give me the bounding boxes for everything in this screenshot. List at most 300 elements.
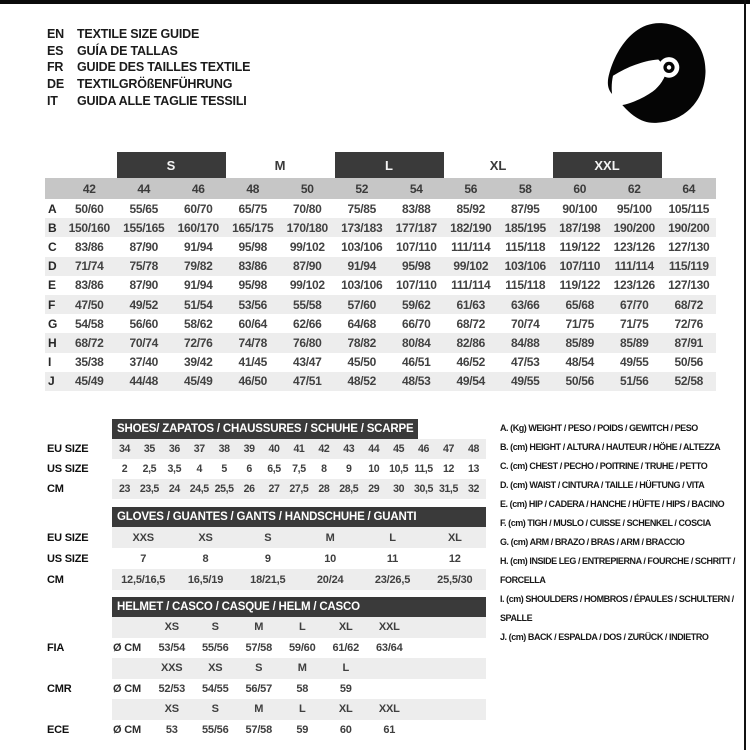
value-5: 12: [448, 552, 461, 565]
language-code: IT: [47, 93, 58, 108]
top-border-line: [0, 0, 750, 4]
cell-G-60: 71/75: [565, 316, 595, 331]
cell-H-50: 76/80: [280, 333, 335, 352]
filler: [411, 658, 486, 679]
size-group-XXL: XXL: [553, 152, 662, 178]
cell-J-46: 45/49: [171, 372, 226, 391]
cell-I-64: 50/56: [674, 355, 704, 370]
size-header-XXL: XXL: [368, 617, 412, 638]
cell-D-62: 111/114: [607, 257, 662, 276]
title-row-es: [47, 43, 250, 60]
legend-item-g: G. (cm) ARM / BRAZO / BRAS / ARM / BRACCIO: [500, 537, 685, 547]
cell-A-50: 70/80: [293, 201, 322, 216]
value-2: 57/58: [245, 723, 273, 736]
cell-F-46: 51/54: [171, 295, 226, 314]
cell-E-52: 103/106: [341, 278, 383, 293]
value-2: 18/21,5: [237, 569, 299, 590]
cell-F-64: 68/72: [662, 295, 717, 314]
cell-A-44: 55/65: [129, 201, 159, 216]
standard-label-cmr: CMR: [47, 682, 72, 695]
cell-J-42: 45/49: [62, 372, 117, 391]
cell-A-64: 105/115: [668, 201, 710, 216]
value-5: 61: [383, 723, 396, 736]
value-5: [368, 679, 412, 700]
gloves-section-title: GLOVES / GUANTES / GANTS / HANDSCHUHE / GUANTI: [112, 507, 486, 527]
filler: [411, 638, 486, 659]
cell-F-58: 63/66: [498, 295, 553, 314]
cell-B-60: 187/198: [553, 218, 608, 237]
filler: [411, 617, 486, 638]
cell-E-64: 127/130: [668, 278, 710, 293]
cell-B-48: 165/175: [226, 218, 281, 237]
gloves-row-cm: [45, 569, 486, 590]
cell-D-60: 107/110: [553, 257, 608, 276]
unit-label: Ø CM: [113, 682, 141, 695]
page-title: TEXTILGRÖßENFÜHRUNG: [77, 77, 233, 92]
value-2: 57/58: [245, 641, 273, 654]
side-label-cm: CM: [47, 573, 64, 586]
cell-F-60: 65/68: [553, 295, 608, 314]
side-spacer: [45, 699, 112, 720]
value-12: 46: [411, 439, 436, 459]
cell-J-56: 49/54: [444, 372, 499, 391]
cell-J-54: 48/53: [389, 372, 444, 391]
cell-B-52: 173/183: [335, 218, 390, 237]
cell-I-50: 43/47: [293, 355, 322, 370]
cell-D-56: 99/102: [444, 257, 499, 276]
value-13: 47: [436, 439, 461, 459]
size-group-S: S: [117, 152, 226, 178]
cell-J-48: 46/50: [226, 372, 281, 391]
value-12: 30,5: [411, 479, 436, 499]
value-4: 60: [339, 723, 352, 736]
side-label-cm: CM: [47, 483, 64, 495]
cell-I-62: 49/55: [620, 355, 649, 370]
cell-C-56: 111/114: [451, 239, 491, 254]
cell-D-44: 75/78: [117, 257, 172, 276]
helmet-sizes-row-fia: [45, 617, 486, 638]
title-language-list: [47, 26, 250, 109]
cell-H-62: 85/89: [607, 333, 662, 352]
row-label-G: G: [48, 316, 58, 331]
value-0: 23: [112, 479, 137, 499]
cell-B-50: 170/180: [280, 218, 335, 237]
measure-row-E: [45, 276, 716, 295]
value-11: 10,5: [389, 463, 409, 475]
cell-G-42: 54/58: [74, 316, 104, 331]
cell-G-50: 62/66: [293, 316, 322, 331]
side-spacer: [45, 617, 112, 638]
size-group-L: L: [335, 152, 444, 178]
cell-I-42: 35/38: [74, 355, 104, 370]
unit-spacer: [112, 699, 150, 720]
cell-E-58: 115/118: [505, 278, 546, 293]
cell-I-48: 41/45: [238, 355, 268, 370]
cell-C-46: 91/94: [183, 239, 213, 254]
title-row-en: [47, 26, 250, 43]
size-header-S: S: [194, 617, 238, 638]
cell-I-46: 39/42: [183, 355, 213, 370]
value-14: 48: [461, 439, 486, 459]
size-header-S: S: [194, 699, 238, 720]
row-label-F: F: [45, 295, 62, 314]
cell-C-44: 87/90: [129, 239, 159, 254]
cell-I-44: 37/40: [129, 355, 159, 370]
measure-row-I: [45, 353, 716, 372]
value-8: 42: [311, 439, 336, 459]
legend-item-j: J. (cm) BACK / ESPALDA / DOS / ZURÜCK / INDIETRO: [500, 632, 709, 642]
legend-item-i: I. (cm) SHOULDERS / HOMBROS / ÉPAULES / SCHULTERN / SPALLE: [500, 594, 734, 623]
language-code: FR: [47, 60, 64, 75]
size-header-XL: XL: [324, 617, 368, 638]
cell-J-62: 51/56: [607, 372, 662, 391]
cell-C-58: 115/118: [505, 239, 546, 254]
cell-B-62: 190/200: [607, 218, 662, 237]
value-1: 35: [137, 439, 162, 459]
shoes-row-us-size: [45, 459, 486, 479]
side-spacer: [45, 658, 112, 679]
cell-D-58: 103/106: [498, 257, 553, 276]
row-label-D: D: [45, 257, 62, 276]
value-0: 53: [165, 723, 178, 736]
cell-D-46: 79/82: [171, 257, 226, 276]
value-7: 27,5: [286, 479, 311, 499]
value-13: 31,5: [436, 479, 461, 499]
cell-E-50: 99/102: [289, 278, 325, 293]
measure-row-B: [45, 218, 716, 237]
language-code: DE: [47, 77, 64, 92]
value-10: 44: [361, 439, 386, 459]
size-header-empty-5: [368, 658, 412, 679]
cell-H-54: 80/84: [389, 333, 444, 352]
side-label-eu-size: EU SIZE: [47, 531, 89, 544]
legend-item-c: C. (cm) CHEST / PECHO / POITRINE / TRUHE / PETTO: [500, 461, 708, 471]
value-1: XS: [174, 527, 236, 548]
cell-G-58: 70/74: [511, 316, 540, 331]
value-0: 53/54: [158, 641, 186, 654]
value-4: 25,5: [212, 479, 237, 499]
value-14: 13: [467, 463, 479, 475]
cell-C-42: 83/86: [74, 239, 104, 254]
group-spacer-left: [45, 152, 117, 178]
cell-E-60: 119/122: [559, 278, 601, 293]
size-header-XXS: XXS: [150, 658, 194, 679]
column-header-46: 46: [171, 178, 226, 199]
size-header-M: M: [237, 617, 281, 638]
cell-G-64: 72/76: [674, 316, 704, 331]
unit-spacer: [112, 658, 150, 679]
value-0: 52/53: [158, 682, 186, 695]
size-header-XS: XS: [150, 699, 194, 720]
cell-J-60: 50/56: [553, 372, 608, 391]
size-header-XS: XS: [194, 658, 238, 679]
cell-F-42: 47/50: [62, 295, 117, 314]
gloves-size-table: [45, 527, 486, 590]
size-header-M: M: [237, 699, 281, 720]
column-header-56: 56: [444, 178, 499, 199]
size-header-M: M: [281, 658, 325, 679]
title-row-fr: [47, 59, 250, 76]
cell-J-52: 48/52: [335, 372, 390, 391]
textile-size-table: [45, 152, 716, 391]
size-header-L: L: [324, 658, 368, 679]
cell-G-56: 68/72: [456, 316, 486, 331]
row-label-A: A: [48, 201, 57, 216]
value-3: 59: [296, 723, 309, 736]
title-row-it: [47, 92, 250, 109]
group-spacer-right: [662, 152, 717, 178]
cell-A-60: 90/100: [562, 201, 598, 216]
helmet-size-table: [45, 617, 486, 740]
value-2: 56/57: [245, 682, 273, 695]
value-5: 25,5/30: [424, 569, 486, 590]
shoes-section-title: SHOES/ ZAPATOS / CHAUSSURES / SCHUHE / SCARPE: [112, 419, 418, 439]
helmet-values-row-cmr: [45, 679, 486, 700]
cell-B-64: 190/200: [662, 218, 717, 237]
helmet-icon: [599, 16, 711, 130]
cell-C-62: 123/126: [613, 239, 655, 254]
side-label-us-size: US SIZE: [47, 463, 89, 475]
cell-I-60: 48/54: [565, 355, 595, 370]
value-14: 32: [461, 479, 486, 499]
value-9: 43: [336, 439, 361, 459]
unit-label: Ø CM: [113, 641, 141, 654]
cell-D-52: 91/94: [335, 257, 390, 276]
value-7: 7,5: [292, 463, 306, 475]
cell-H-56: 82/86: [444, 333, 499, 352]
value-4: 5: [221, 463, 227, 475]
column-header-62: 62: [607, 178, 662, 199]
value-3: 59/60: [288, 641, 316, 654]
value-4: 61/62: [332, 641, 360, 654]
measure-row-A: [45, 199, 716, 218]
cell-H-46: 72/76: [171, 333, 226, 352]
value-4: 23/26,5: [361, 569, 423, 590]
gloves-row-eu-size: [45, 527, 486, 548]
cell-H-52: 78/82: [335, 333, 390, 352]
value-8: 8: [321, 463, 327, 475]
side-label-us-size: US SIZE: [47, 552, 89, 565]
value-5: 6: [246, 463, 252, 475]
cell-J-44: 44/48: [117, 372, 172, 391]
helmet-values-row-ece: [45, 720, 486, 741]
size-header-XS: XS: [150, 617, 194, 638]
helmet-sizes-row-ece: [45, 699, 486, 720]
cell-A-48: 65/75: [238, 201, 268, 216]
value-11: 45: [386, 439, 411, 459]
measure-row-F: [45, 295, 716, 314]
value-0: 7: [140, 552, 147, 565]
cell-B-58: 185/195: [498, 218, 553, 237]
value-6: 27: [262, 479, 287, 499]
cell-A-52: 75/85: [347, 201, 377, 216]
cell-B-46: 160/170: [171, 218, 226, 237]
standard-label-fia: FIA: [47, 641, 65, 654]
value-2: 9: [264, 552, 271, 565]
legend-item-e: E. (cm) HIP / CADERA / HANCHE / HÜFTE / HIPS / BACINO: [500, 499, 725, 509]
cell-G-48: 60/64: [238, 316, 268, 331]
column-header-44: 44: [117, 178, 172, 199]
row-label-E: E: [48, 278, 56, 293]
size-header-XXL: XXL: [368, 699, 412, 720]
measure-row-D: [45, 257, 716, 276]
value-4: 11: [386, 552, 399, 565]
cell-F-50: 55/58: [280, 295, 335, 314]
value-4: L: [361, 527, 423, 548]
cell-F-52: 57/60: [335, 295, 390, 314]
cell-B-54: 177/187: [389, 218, 444, 237]
value-1: 55/56: [201, 723, 229, 736]
cell-E-42: 83/86: [74, 278, 104, 293]
column-header-64: 64: [662, 178, 717, 199]
side-label-eu-size: EU SIZE: [47, 443, 89, 455]
cell-C-48: 95/98: [238, 239, 268, 254]
value-9: 9: [346, 463, 352, 475]
cell-A-58: 87/95: [511, 201, 540, 216]
cell-F-44: 49/52: [117, 295, 172, 314]
cell-J-58: 49/55: [498, 372, 553, 391]
column-header-60: 60: [553, 178, 608, 199]
value-12: 11,5: [414, 463, 433, 475]
measure-row-H: [45, 333, 716, 352]
cell-G-52: 64/68: [347, 316, 377, 331]
cell-H-48: 74/78: [226, 333, 281, 352]
value-1: 23,5: [137, 479, 162, 499]
cell-I-52: 45/50: [347, 355, 377, 370]
unit-spacer: [112, 617, 150, 638]
cell-G-44: 56/60: [129, 316, 159, 331]
value-3: 10: [324, 552, 337, 565]
cell-I-56: 46/52: [456, 355, 486, 370]
title-row-de: [47, 76, 250, 93]
column-header-54: 54: [389, 178, 444, 199]
value-9: 28,5: [336, 479, 361, 499]
column-header-58: 58: [498, 178, 553, 199]
value-8: 28: [311, 479, 336, 499]
cell-B-56: 182/190: [444, 218, 499, 237]
cell-H-58: 84/88: [498, 333, 553, 352]
cell-I-54: 46/51: [402, 355, 431, 370]
cell-D-50: 87/90: [280, 257, 335, 276]
unit-label: Ø CM: [113, 723, 141, 736]
cell-C-64: 127/130: [668, 239, 710, 254]
value-7: 41: [286, 439, 311, 459]
cell-A-46: 60/70: [183, 201, 213, 216]
filler: [411, 720, 486, 741]
page-title: GUIDE DES TAILLES TEXTILE: [77, 60, 251, 75]
measure-row-G: [45, 314, 716, 333]
cell-A-56: 85/92: [456, 201, 486, 216]
cell-J-64: 52/58: [662, 372, 717, 391]
cell-G-62: 71/75: [620, 316, 649, 331]
legend-item-a: A. (Kg) WEIGHT / PESO / POIDS / GEWITCH / PESO: [500, 423, 698, 433]
value-2: S: [237, 527, 299, 548]
cell-H-42: 68/72: [62, 333, 117, 352]
language-code: EN: [47, 27, 64, 42]
value-4: 38: [212, 439, 237, 459]
column-header-50: 50: [280, 178, 335, 199]
row-label-J: J: [45, 372, 62, 391]
value-2: 36: [162, 439, 187, 459]
cell-E-62: 123/126: [613, 278, 655, 293]
measure-row-J: [45, 372, 716, 391]
column-header-42: 42: [62, 178, 117, 199]
filler: [411, 679, 486, 700]
value-3: 24,5: [187, 479, 212, 499]
cell-E-46: 91/94: [183, 278, 213, 293]
cell-D-54: 95/98: [389, 257, 444, 276]
value-10: 29: [361, 479, 386, 499]
page-title: TEXTILE SIZE GUIDE: [77, 27, 200, 42]
column-header-52: 52: [335, 178, 390, 199]
cell-A-42: 50/60: [74, 201, 104, 216]
shoes-size-table: [45, 439, 486, 499]
value-11: 30: [386, 479, 411, 499]
legend-item-f: F. (cm) TIGH / MUSLO / CUISSE / SCHENKEL / COSCIA: [500, 518, 711, 528]
cell-H-64: 87/91: [662, 333, 717, 352]
page-title: GUÍA DE TALLAS: [77, 43, 178, 58]
value-4: 59: [339, 682, 352, 695]
page-title: GUIDA ALLE TAGLIE TESSILI: [77, 93, 247, 108]
row-label-H: H: [45, 333, 62, 352]
cell-A-54: 83/88: [402, 201, 431, 216]
value-1: 2,5: [142, 463, 157, 475]
cell-A-62: 95/100: [616, 201, 652, 216]
cell-D-64: 115/119: [662, 257, 717, 276]
row-label-I: I: [48, 355, 52, 370]
cell-H-44: 70/74: [117, 333, 172, 352]
cell-J-50: 47/51: [280, 372, 335, 391]
size-header-L: L: [281, 617, 325, 638]
cell-C-50: 99/102: [289, 239, 325, 254]
cell-C-60: 119/122: [559, 239, 601, 254]
value-3: 20/24: [299, 569, 361, 590]
helmet-sizes-row-cmr: [45, 658, 486, 679]
value-3: 4: [196, 463, 202, 475]
column-band-spacer: [45, 178, 62, 199]
value-5: 39: [237, 439, 262, 459]
value-2: 3,5: [167, 463, 182, 475]
cell-H-60: 85/89: [553, 333, 608, 352]
value-6: 40: [262, 439, 287, 459]
cell-C-54: 107/110: [395, 239, 437, 254]
value-6: 6,5: [267, 463, 281, 475]
cell-D-42: 71/74: [62, 257, 117, 276]
cell-E-54: 107/110: [395, 278, 437, 293]
column-header-48: 48: [226, 178, 281, 199]
value-1: 55/56: [201, 641, 229, 654]
cell-G-54: 66/70: [402, 316, 431, 331]
cell-E-48: 95/98: [238, 278, 268, 293]
legend-item-h: H. (cm) INSIDE LEG / ENTREPIERNA / FOURCHE / SCHRITT / FORCELLA: [500, 556, 735, 585]
cell-I-58: 47/53: [511, 355, 540, 370]
value-0: 2: [121, 463, 128, 475]
value-0: 34: [112, 439, 137, 459]
size-group-M: M: [274, 157, 286, 173]
value-10: 10: [368, 463, 380, 475]
shoes-row-cm: [45, 479, 486, 499]
value-13: 12: [442, 463, 454, 475]
value-0: 12,5/16,5: [112, 569, 174, 590]
value-3: M: [299, 527, 361, 548]
gloves-row-us-size: [45, 548, 486, 569]
measurement-legend: [500, 419, 748, 647]
shoes-row-eu-size: [45, 439, 486, 459]
filler: [411, 699, 486, 720]
size-header-XL: XL: [324, 699, 368, 720]
row-label-B: B: [45, 218, 62, 237]
cell-F-48: 53/56: [226, 295, 281, 314]
